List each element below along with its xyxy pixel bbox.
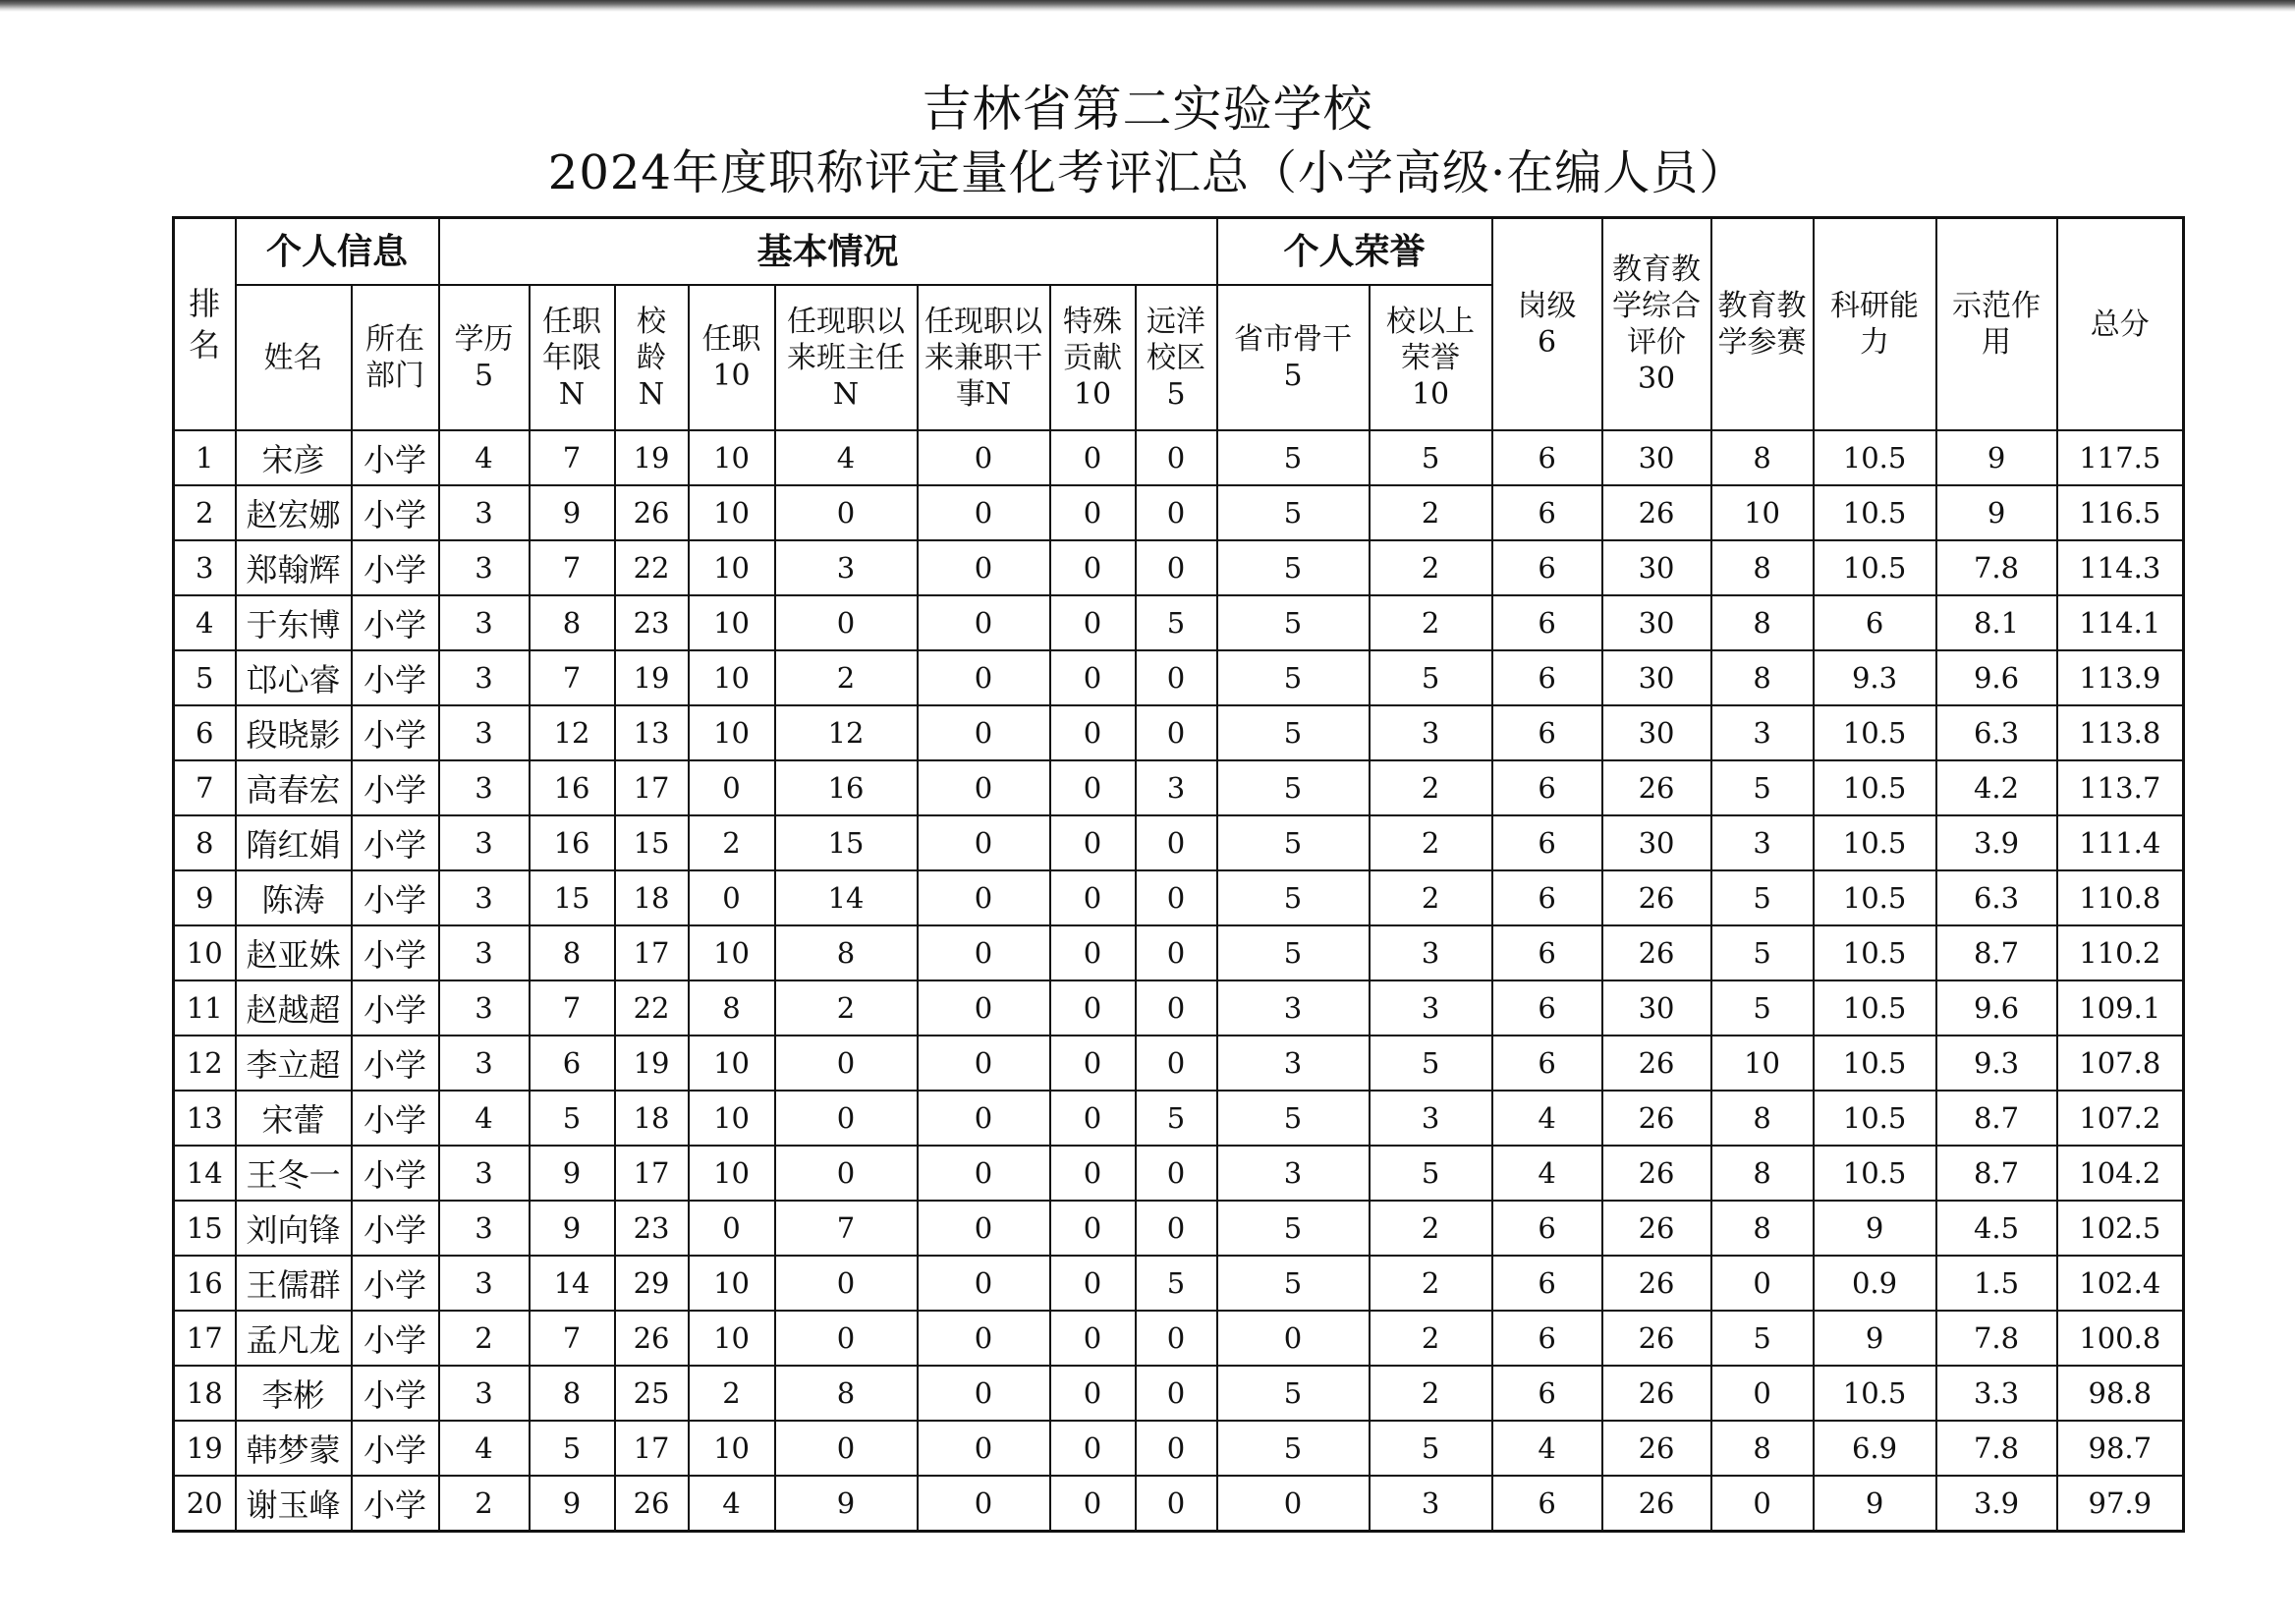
table-row: 16 王儒群 小学 3 14 29 10 0 0 0 5 5 2 6 26 0 0.9 1.5 102.4 bbox=[174, 1256, 2184, 1311]
header-head-teacher: 任现职以 来班主任 N bbox=[775, 285, 918, 430]
header-group-basic: 基本情况 bbox=[439, 218, 1217, 286]
score-table bbox=[172, 216, 2185, 1533]
table-row: 6 段晓影 小学 3 12 13 10 12 0 0 0 5 3 6 30 3 10.5 6.3 113.8 bbox=[174, 705, 2184, 760]
table-row: 15 刘向锋 小学 3 9 23 0 7 0 0 0 5 2 6 26 8 9 4.5 102.5 bbox=[174, 1201, 2184, 1256]
header-school-age: 校 龄 N bbox=[615, 285, 689, 430]
table-row: 2 赵宏娜 小学 3 9 26 10 0 0 0 0 5 2 6 26 10 10.5 9 116.5 bbox=[174, 485, 2184, 540]
table-row: 3 郑翰辉 小学 3 7 22 10 3 0 0 0 5 2 6 30 8 10.5 7.8 114.3 bbox=[174, 540, 2184, 595]
header-group-honor: 个人荣誉 bbox=[1217, 218, 1492, 286]
header-teaching-eval: 教育教 学综合 评价 30 bbox=[1602, 218, 1711, 431]
table-row: 10 赵亚姝 小学 3 8 17 10 8 0 0 0 5 3 6 26 5 10.5 8.7 110.2 bbox=[174, 925, 2184, 980]
scan-top-edge bbox=[0, 0, 2295, 12]
header-group-personal-info: 个人信息 bbox=[236, 218, 439, 286]
header-position: 任职 10 bbox=[689, 285, 775, 430]
document-title bbox=[0, 77, 2295, 204]
header-rank: 排 名 bbox=[174, 218, 236, 431]
header-yuanyang: 远洋 校区 5 bbox=[1136, 285, 1217, 430]
header-tenure: 任职 年限 N bbox=[530, 285, 615, 430]
header-post-level: 岗级 6 bbox=[1492, 218, 1602, 431]
header-dept: 所在 部门 bbox=[352, 285, 439, 430]
header-school-honor: 校以上 荣誉 10 bbox=[1370, 285, 1492, 430]
table-row: 12 李立超 小学 3 6 19 10 0 0 0 0 3 5 6 26 10 10.5 9.3 107.8 bbox=[174, 1036, 2184, 1091]
table-row: 13 宋蕾 小学 4 5 18 10 0 0 0 5 5 3 4 26 8 10.5 8.7 107.2 bbox=[174, 1091, 2184, 1146]
header-research: 科研能 力 bbox=[1814, 218, 1936, 431]
report-title: 2024年度职称评定量化考评汇总（小学高级·在编人员） bbox=[547, 145, 1748, 200]
header-total: 总分 bbox=[2057, 218, 2184, 431]
header-name: 姓名 bbox=[236, 285, 352, 430]
table-row: 4 于东博 小学 3 8 23 10 0 0 0 5 5 2 6 30 8 6 8.1 114.1 bbox=[174, 595, 2184, 650]
table-row: 8 隋红娟 小学 3 16 15 2 15 0 0 0 5 2 6 30 3 10.5 3.9 111.4 bbox=[174, 815, 2184, 870]
table-row: 20 谢玉峰 小学 2 9 26 4 9 0 0 0 0 3 6 26 0 9 3.9 97.9 bbox=[174, 1476, 2184, 1532]
header-part-time: 任现职以 来兼职干 事N bbox=[918, 285, 1050, 430]
table-row: 9 陈涛 小学 3 15 18 0 14 0 0 0 5 2 6 26 5 10.5 6.3 110.8 bbox=[174, 870, 2184, 925]
table-row: 5 邙心睿 小学 3 7 19 10 2 0 0 0 5 5 6 30 8 9.3 9.6 113.9 bbox=[174, 650, 2184, 705]
table-row: 11 赵越超 小学 3 7 22 8 2 0 0 0 3 3 6 30 5 10.5 9.6 109.1 bbox=[174, 980, 2184, 1036]
header-competition: 教育教 学参赛 bbox=[1711, 218, 1814, 431]
header-special: 特殊 贡献 10 bbox=[1050, 285, 1136, 430]
table-row: 19 韩梦蒙 小学 4 5 17 10 0 0 0 0 5 5 4 26 8 6.9 7.8 98.7 bbox=[174, 1421, 2184, 1476]
header-backbone: 省市骨干 5 bbox=[1217, 285, 1370, 430]
table-row: 1 宋彦 小学 4 7 19 10 4 0 0 0 5 5 6 30 8 10.5 9 117.5 bbox=[174, 430, 2184, 485]
table-row: 18 李彬 小学 3 8 25 2 8 0 0 0 5 2 6 26 0 10.5 3.3 98.8 bbox=[174, 1366, 2184, 1421]
header-edu: 学历 5 bbox=[439, 285, 530, 430]
table-row: 17 孟凡龙 小学 2 7 26 10 0 0 0 0 0 2 6 26 5 9 7.8 100.8 bbox=[174, 1311, 2184, 1366]
table-row: 14 王冬一 小学 3 9 17 10 0 0 0 0 3 5 4 26 8 10.5 8.7 104.2 bbox=[174, 1146, 2184, 1201]
header-demo: 示范作 用 bbox=[1936, 218, 2057, 431]
score-table-body bbox=[174, 430, 2184, 1532]
school-name: 吉林省第二实验学校 bbox=[922, 81, 1373, 138]
table-row: 7 高春宏 小学 3 16 17 0 16 0 0 3 5 2 6 26 5 10.5 4.2 113.7 bbox=[174, 760, 2184, 815]
